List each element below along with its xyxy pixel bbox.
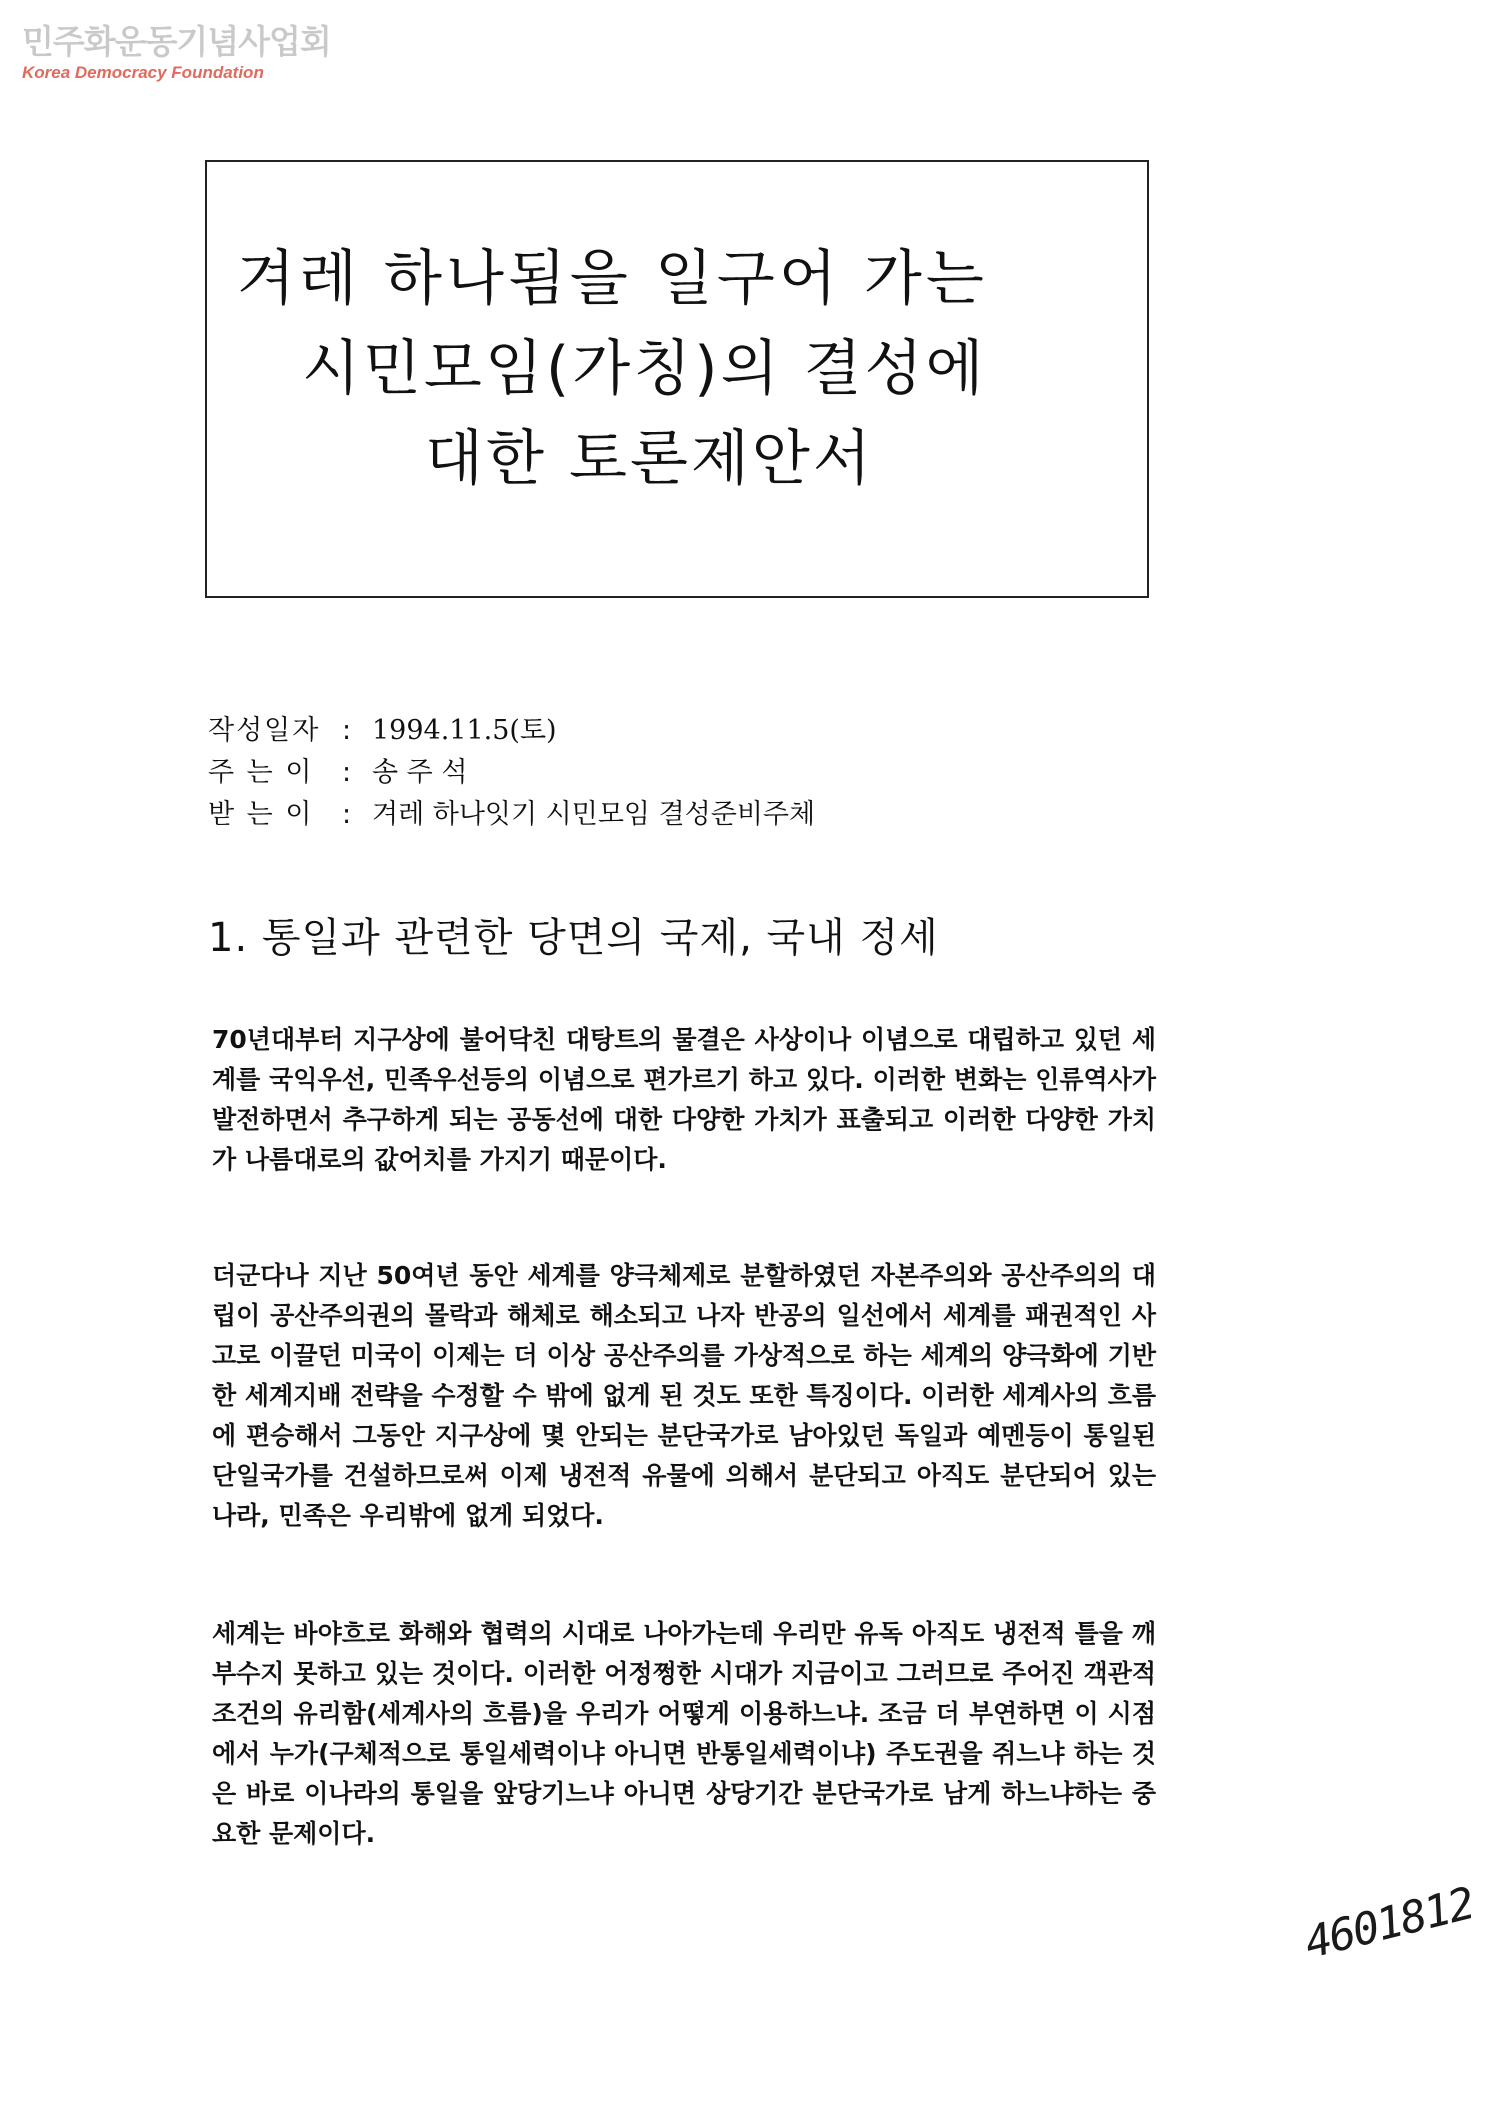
paragraph-2: 더군다나 지난 50여년 동안 세계를 양극체제로 분할하였던 자본주의와 공산주의의 대립이 공산주의권의 몰락과 해체로 해소되고 나자 반공의 일선에서 세계를 패권적인 사고로 이끌던 미국이 이제는 더 이상 공산주의를 가상적으로 하는 세계의 양극화에 기반한 세계지배 전략을 수정할 수 밖에 없게 된 것도 또한 특징이다. 이러한 세계사의 흐름에 편승해서 그동안 지구상에 몇 안되는 분단국가로 남아있던 독일과 예멘등이 통일된 단일국가를 건설하므로써 이제 냉전적 유물에 의해서 분단되고 아직도 분단되어 있는 나라, 민족은 우리밖에 없게 되었다.: [212, 1261, 1156, 1530]
to-value: 겨레 하나잇기 시민모임 결성준비주체: [372, 799, 816, 830]
watermark-english: Korea Democracy Foundation: [22, 63, 264, 82]
date-label: 작성일자: [208, 715, 321, 746]
paragraph-1: 70년대부터 지구상에 불어닥친 대탕트의 물결은 사상이나 이념으로 대립하고 있던 세계를 국익우선, 민족우선등의 이념으로 편가르기 하고 있다. 이러한 변화는 인류역사가 발전하면서 추구하게 되는 공동선에 대한 다양한 가치가 표출되고 이러한 다양한 가치가 나름대로의 값어치를 가지기 때문이다.: [212, 1025, 1156, 1174]
title-box: [205, 160, 1149, 598]
section-heading: 1. 통일과 관련한 당면의 국제, 국내 정세: [208, 915, 939, 961]
handwritten-archive-number: 4601812: [1299, 1878, 1479, 1969]
from-label: 주 는 이: [208, 757, 314, 788]
document-meta: [208, 710, 815, 836]
to-separator: :: [342, 799, 352, 830]
title-line-3: 대한 토론제안서: [425, 424, 874, 494]
meta-from-row: [208, 752, 815, 794]
date-separator: :: [342, 715, 352, 746]
watermark-korean: 민주화운동기념사업회: [22, 22, 331, 61]
meta-date-row: [208, 710, 815, 752]
from-separator: :: [342, 757, 352, 788]
meta-to-row: [208, 794, 815, 836]
foundation-watermark: [22, 22, 331, 84]
from-value: 송 주 석: [372, 757, 468, 788]
date-value: 1994.11.5(토): [372, 715, 557, 746]
title-line-2: 시민모임(가칭)의 결성에: [302, 334, 987, 404]
paragraph-3: 세계는 바야흐로 화해와 협력의 시대로 나아가는데 우리만 유독 아직도 냉전적 틀을 깨부수지 못하고 있는 것이다. 이러한 어정쩡한 시대가 지금이고 그러므로 주어진 객관적조건의 유리함(세계사의 흐름)을 우리가 어떻게 이용하느냐. 조금 더 부연하면 이 시점에서 누가(구체적으로 통일세력이냐 아니면 반통일세력이냐) 주도권을 쥐느냐 하는 것은 바로 이나라의 통일을 앞당기느냐 아니면 상당기간 분단국가로 남게 하느냐하는 중요한 문제이다.: [212, 1619, 1156, 1848]
title-line-1: 겨레 하나됨을 일구어 가는: [237, 244, 988, 314]
to-label: 받 는 이: [208, 799, 314, 830]
